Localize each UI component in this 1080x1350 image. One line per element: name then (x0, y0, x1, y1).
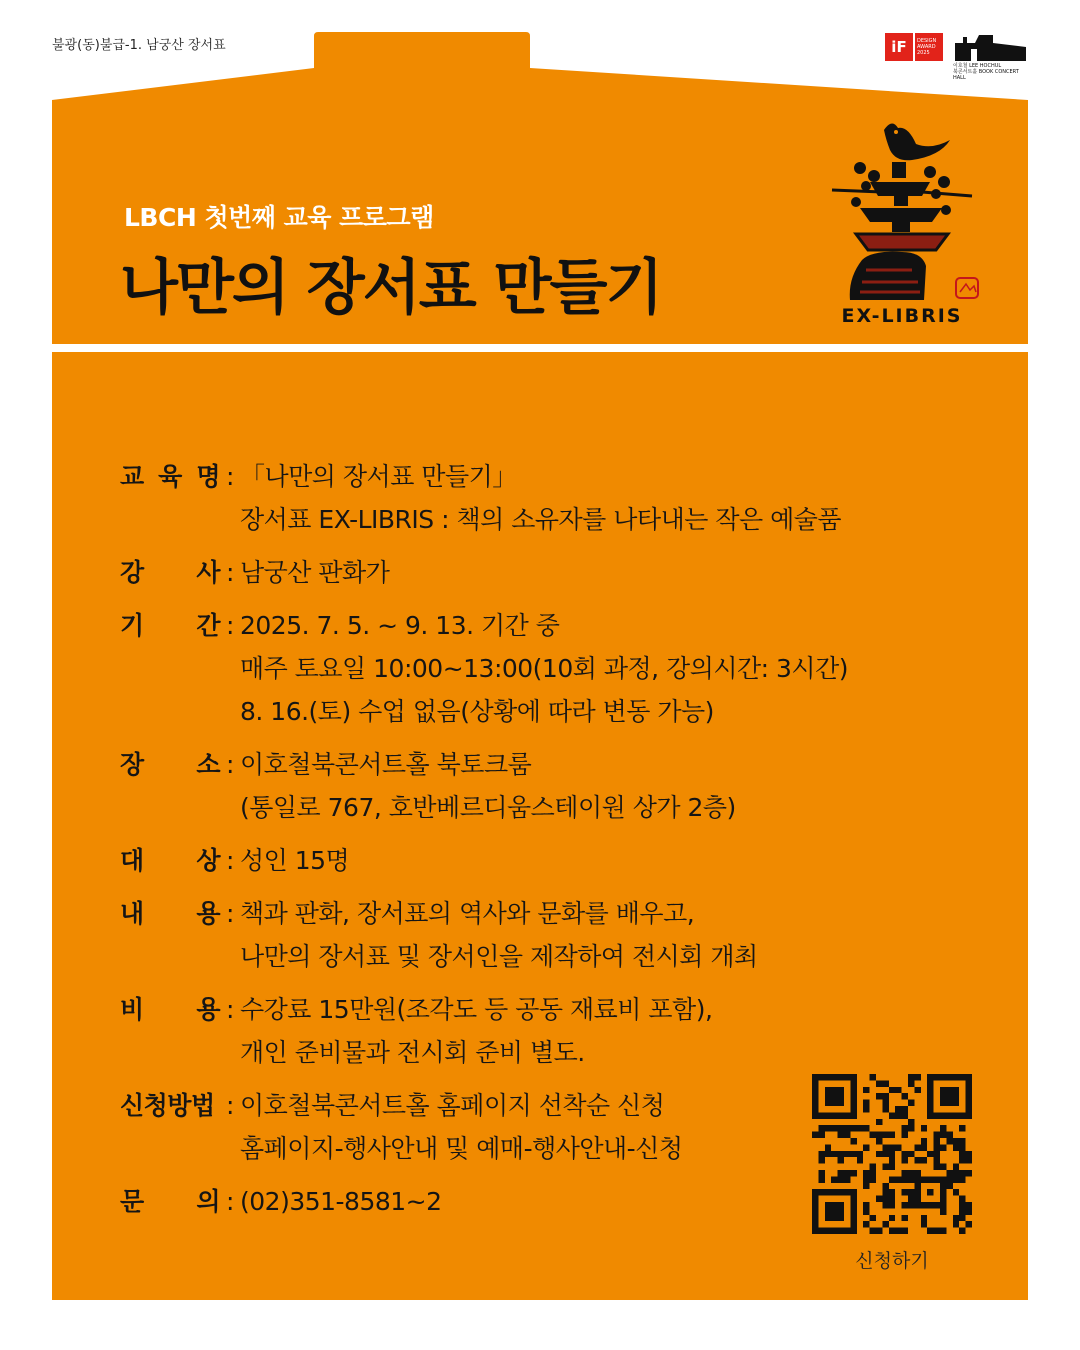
detail-values (240, 455, 841, 541)
detail-label (120, 988, 220, 1074)
detail-values (240, 892, 758, 978)
detail-row-apply (120, 1084, 848, 1170)
details-list (120, 455, 848, 1233)
detail-label (120, 839, 220, 882)
label-char: 교 (120, 462, 144, 491)
exlibris-woodcut-image (812, 110, 992, 330)
detail-row-period (120, 604, 848, 733)
label-char: 용 (196, 899, 220, 928)
detail-value: (통일로 767, 호반베르디움스테이원 상가 2층) (240, 793, 736, 822)
detail-label (120, 1180, 220, 1223)
lbch-logo-line: 이호철 LEE HOCHUL (953, 63, 1002, 69)
if-logo-line: 2025 (917, 50, 930, 56)
detail-value: 이호철북콘서트홀 북토크룸 (240, 750, 532, 779)
exlibris-caption: EX-LIBRIS (841, 305, 963, 327)
detail-value: 홈페이지-행사안내 및 예매-행사안내-신청 (240, 1134, 683, 1163)
qr-code[interactable] (812, 1074, 972, 1234)
colon: : (226, 1091, 234, 1120)
detail-values (240, 988, 712, 1074)
qr-label[interactable]: 신청하기 (855, 1250, 929, 1272)
lbch-logo-line: 북콘서트홀 BOOK CONCERT HALL (953, 69, 1019, 81)
label-text: 신청방법 (120, 1091, 215, 1120)
detail-values (240, 604, 848, 733)
label-char: 내 (120, 899, 144, 928)
banner-title: 나만의 장서표 만들기 (120, 253, 662, 323)
if-logo-line: AWARD (917, 44, 936, 50)
detail-values (240, 551, 389, 594)
detail-value: 「나만의 장서표 만들기」 (240, 462, 517, 491)
detail-row-contact (120, 1180, 848, 1223)
detail-values (240, 1180, 442, 1223)
detail-label (120, 743, 220, 829)
detail-row-cost (120, 988, 848, 1074)
detail-value: 성인 15명 (240, 846, 350, 875)
detail-values (240, 1084, 683, 1170)
colon: : (226, 750, 234, 779)
detail-values (240, 839, 349, 882)
colon: : (226, 1187, 234, 1216)
label-char: 의 (196, 1187, 220, 1216)
if-logo-mark: iF (885, 33, 913, 61)
detail-label (120, 892, 220, 978)
detail-value: 책과 판화, 장서표의 역사와 문화를 배우고, (240, 899, 695, 928)
label-char: 용 (196, 995, 220, 1024)
detail-row-content (120, 892, 848, 978)
detail-values (240, 743, 736, 829)
detail-label (120, 1084, 220, 1170)
detail-value: 8. 16.(토) 수업 없음(상황에 따라 변동 가능) (240, 697, 714, 726)
detail-value: 이호철북콘서트홀 홈페이지 선착순 신청 (240, 1091, 665, 1120)
detail-value: 수강료 15만원(조각도 등 공동 재료비 포함), (240, 995, 713, 1024)
detail-row-course (120, 455, 848, 541)
series-label: 불광(동)불급-1. 남궁산 장서표 (52, 38, 226, 53)
if-logo-line: DESIGN (917, 38, 937, 44)
detail-value: 남궁산 판화가 (240, 558, 390, 587)
detail-row-target (120, 839, 848, 882)
colon: : (226, 462, 234, 491)
label-char: 기 (120, 611, 144, 640)
label-char: 장 (120, 750, 144, 779)
detail-value: 개인 준비물과 전시회 준비 별도. (240, 1038, 585, 1067)
label-char: 상 (196, 846, 220, 875)
label-char: 대 (120, 846, 144, 875)
detail-label (120, 604, 220, 733)
colon: : (226, 995, 234, 1024)
banner-subtitle: LBCH 첫번째 교육 프로그램 (124, 203, 434, 232)
label-char: 육 (158, 462, 182, 491)
colon: : (226, 611, 234, 640)
detail-value: (02)351-8581~2 (240, 1187, 442, 1216)
label-char: 소 (196, 750, 220, 779)
detail-value: 2025. 7. 5. ~ 9. 13. 기간 중 (240, 611, 560, 640)
detail-label (120, 455, 220, 541)
label-char: 문 (120, 1187, 144, 1216)
label-char: 비 (120, 995, 144, 1024)
label-char: 사 (196, 558, 220, 587)
detail-value: 매주 토요일 10:00~13:00(10회 과정, 강의시간: 3시간) (240, 654, 848, 683)
label-char: 간 (196, 611, 220, 640)
colon: : (226, 899, 234, 928)
colon: : (226, 558, 234, 587)
detail-value: 장서표 EX-LIBRIS : 책의 소유자를 나타내는 작은 예술품 (240, 505, 842, 534)
label-char: 명 (196, 462, 220, 491)
detail-row-instructor (120, 551, 848, 594)
colon: : (226, 846, 234, 875)
detail-value: 나만의 장서표 및 장서인을 제작하여 전시회 개최 (240, 942, 758, 971)
detail-row-location (120, 743, 848, 829)
detail-label (120, 551, 220, 594)
label-char: 강 (120, 558, 144, 587)
